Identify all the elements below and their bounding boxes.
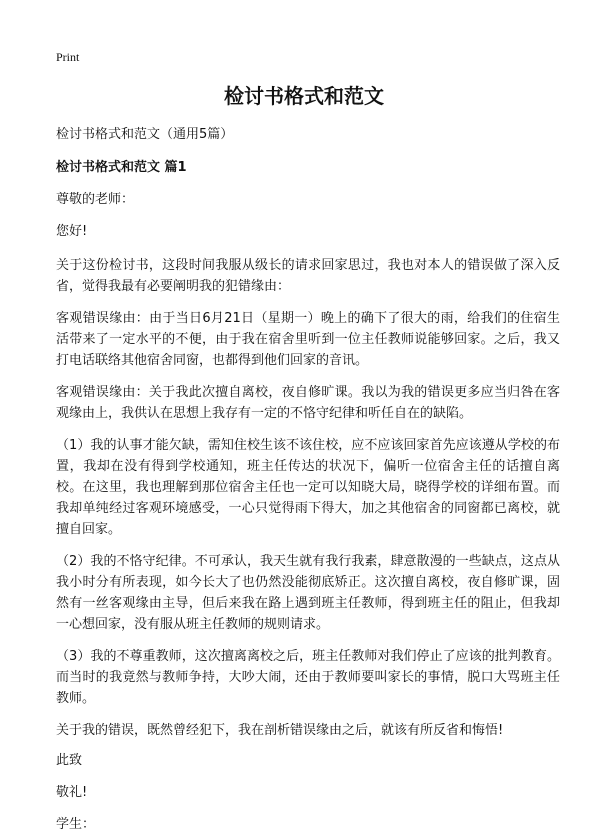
body-paragraph: 客观错误缘由：由于当日6月21日（星期一）晚上的确下了很大的雨，给我们的住宿生活带来了一定水平的不便，由于我在宿舍里听到一位主任教师说能够回家。之后，我又打电话联络其他宿舍同窗，也都得到他们回家的音讯。 — [56, 311, 560, 368]
body-paragraph: （1）我的认事才能欠缺，需知住校生该不该住校，应不应该回家首先应该遵从学校的布置，我却在没有得到学校通知，班主任传达的状况下，偏听一位宿舍主任的话擅自离校。在这里，我也理解到那位宿舍主任也一定可以知晓大局，晓得学校的详细布置。而我却单纯经过客观环境感受，一心只觉得雨下得大，加之其他宿舍的同窗都已离校，就擅自回家。 — [56, 438, 560, 537]
signature-label: 学生： — [56, 817, 96, 832]
body-paragraph: （2）我的不恪守纪律。不可承认，我天生就有我行我素，肆意散漫的一些缺点，这点从我小时分有所表现，如今长大了也仍然没能彻底矫正。这次擅自离校，夜自修旷课，固然有一丝客观缘由主导，但后来我在路上遇到班主任教师，得到班主任的阻止，但我却一心想回家，没有服从班主任教师的规则请求。 — [56, 554, 560, 632]
print-link[interactable]: Print — [56, 50, 80, 64]
page-title: 检讨书格式和范文 — [224, 84, 384, 108]
body-paragraph: （3）我的不尊重教师，这次擅离离校之后，班主任教师对我们停止了应该的批判教育。而当时的我竟然与教师争持，大吵大闹，还由于教师要叫家长的事情，脱口大骂班主任教师。 — [56, 649, 560, 706]
closing-salute: 敬礼! — [56, 785, 88, 800]
body-paragraph: 客观错误缘由：关于我此次擅自离校，夜自修旷课。我以为我的错误更多应当归咎在客观缘由上，我供认在思想上我存有一定的不恪守纪律和听任自在的缺陷。 — [56, 385, 560, 421]
greeting: 您好! — [56, 224, 88, 239]
document-subtitle: 检讨书格式和范文（通用5篇） — [56, 127, 234, 142]
section-heading: 检讨书格式和范文 篇1 — [56, 160, 187, 175]
salutation: 尊敬的老师： — [56, 192, 135, 207]
body-paragraph: 关于这份检讨书，这段时间我服从级长的请求回家思过，我也对本人的错误做了深入反省，觉得我最有必要阐明我的犯错缘由： — [56, 258, 560, 294]
closing-line: 此致 — [56, 753, 83, 768]
body-paragraph: 关于我的错误，既然曾经犯下，我在剖析错误缘由之后，就该有所反省和悔悟! — [56, 723, 504, 738]
